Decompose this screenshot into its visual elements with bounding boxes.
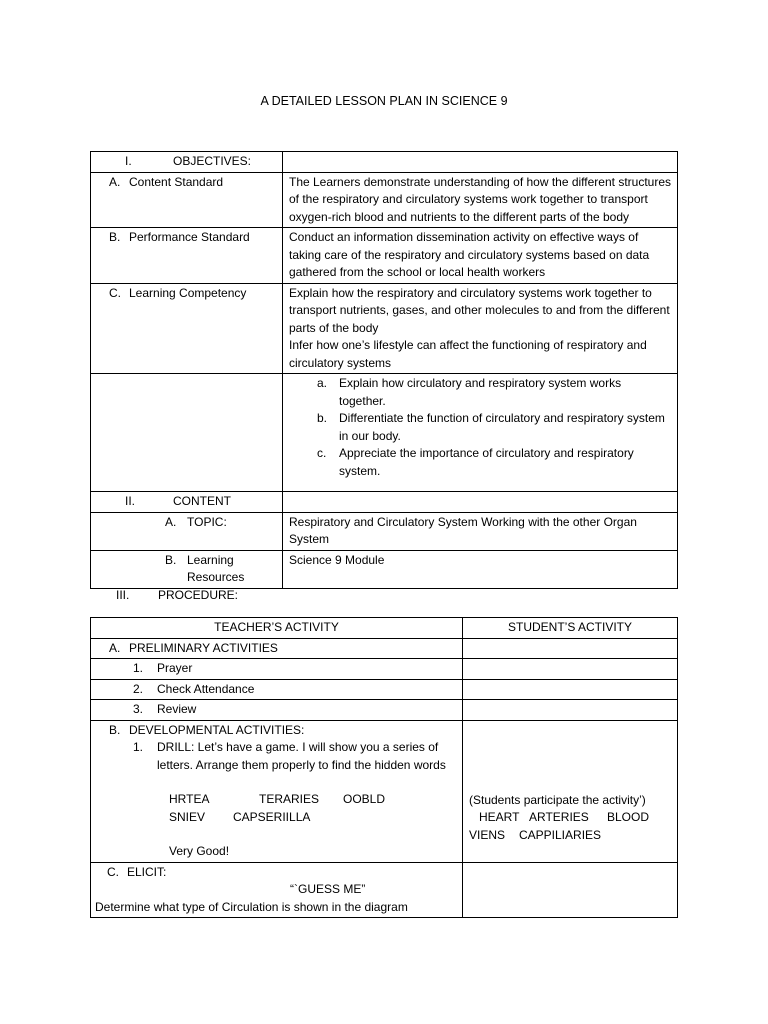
specific-objectives-list [289,375,671,480]
item-number: 3. [133,702,144,716]
student-column-header: STUDENT’S ACTIVITY [463,618,678,639]
item-number: 1. [133,740,144,754]
table-row [91,720,678,862]
section-label: PROCEDURE: [158,588,239,602]
procedure-heading [116,588,238,602]
elicit-instruction: Determine what type of Circulation is shown in the diagram [95,899,408,914]
row-label: TOPIC: [187,514,227,529]
answers-row [469,827,671,845]
empty-cell [463,638,678,659]
empty-cell [283,152,678,173]
item-text: Check Attendance [157,681,255,696]
list-text: Appreciate the importance of circulatory and respiratory system. [339,446,634,478]
row-label: Learning Competency [129,285,247,300]
section-numeral: I. [125,154,132,168]
table-row [91,618,678,639]
resources-text: Science 9 Module [283,550,678,588]
row-label: Learning Resources [187,552,245,584]
answer-word: BLOOD [607,810,650,824]
item-number: 2. [133,681,144,696]
empty-cell [283,492,678,513]
row-letter: C. [109,285,121,300]
row-letter: C. [107,864,119,879]
learning-competency-cell [283,283,678,374]
row-label: PRELIMINARY ACTIVITIES [129,640,278,655]
table-row [91,700,678,721]
drill-text: DRILL: Let’s have a game. I will show you a series of letters. Arrange them properly to find the hidden words [157,740,446,772]
prelim-item [91,679,463,700]
preliminary-header [91,638,463,659]
list-index: b. [317,411,328,425]
table-row [91,638,678,659]
table-row [91,679,678,700]
scrambled-word: SNIEV [169,809,206,824]
section-numeral: III. [116,588,130,602]
specific-objectives-cell [283,374,678,492]
row-letter: B. [109,230,121,244]
table-row [91,172,678,228]
developmental-cell [91,720,463,862]
content-header-cell [91,492,283,513]
table-row [91,492,678,513]
elicit-cell [91,862,463,918]
scrambled-word: TERARIES [259,792,320,806]
answer-word: HEART [479,810,520,824]
praise-text: Very Good! [169,844,230,858]
section-label: CONTENT [173,494,231,508]
empty-cell [463,862,678,918]
row-letter: B. [165,552,177,567]
table-row [91,512,678,550]
row-label-cell [91,550,283,588]
game-title: “`GUESS ME” [290,882,366,896]
scrambled-word: CAPSERIILLA [233,809,311,824]
scrambled-words-row [97,809,456,827]
procedure-table [90,617,678,918]
row-letter: B. [109,722,121,737]
list-index: c. [317,446,327,460]
performance-standard-text: Conduct an information dissemination activity on effective ways of taking care of the respiratory and circulatory systems based on data gathered from the school or local health workers [283,228,678,284]
row-label: Performance Standard [129,230,250,244]
empty-cell [91,374,283,492]
row-label-cell [91,172,283,228]
table-row [91,228,678,284]
row-letter: A. [165,514,177,529]
row-letter: A. [109,640,121,655]
objectives-header-cell [91,152,283,173]
item-text: Review [157,702,197,716]
row-letter: A. [109,174,121,189]
table-row [91,659,678,680]
answer-word: VIENS [469,827,506,842]
empty-cell [463,700,678,721]
student-response-cell [463,720,678,862]
scrambled-word: HRTEA [169,792,210,806]
table-row [91,374,678,492]
row-label-cell [91,512,283,550]
section-numeral: II. [125,494,136,508]
row-label-cell [91,228,283,284]
student-note: (Students participate the activity’) [469,792,646,807]
list-index: a. [317,376,328,390]
row-label: Content Standard [129,174,224,189]
item-number: 1. [133,661,144,675]
list-text: Explain how circulatory and respiratory system works together. [339,376,622,408]
objectives-content-table [90,151,678,589]
list-text: Differentiate the function of circulatory and respiratory system in our body. [339,411,665,443]
list-item [289,375,671,410]
row-label-cell [91,283,283,374]
empty-cell [463,679,678,700]
list-item [289,445,671,480]
answer-word: CAPPILIARIES [519,827,602,842]
empty-cell [463,659,678,680]
list-item [289,410,671,445]
competency-text-2: Infer how one’s lifestyle can affect the functioning of respiratory and circulatory systems [289,338,647,370]
scrambled-words-row [97,791,456,809]
row-label: DEVELOPMENTAL ACTIVITIES: [129,722,305,737]
section-label: OBJECTIVES: [173,154,252,168]
table-row [91,152,678,173]
table-row [91,550,678,588]
row-label: ELICIT: [127,864,167,879]
prelim-item [91,700,463,721]
item-text: Prayer [157,661,193,675]
scrambled-word: OOBLD [343,792,386,806]
topic-text: Respiratory and Circulatory System Working with the other Organ System [283,512,678,550]
page-title: A DETAILED LESSON PLAN IN SCIENCE 9 [260,94,508,108]
teacher-column-header: TEACHER’S ACTIVITY [91,618,463,639]
content-standard-text: The Learners demonstrate understanding of how the different structures of the respiratory and circulatory systems work together to transport oxygen-rich blood and nutrients to the different parts of the body [283,172,678,228]
table-row [91,283,678,374]
competency-text-1: Explain how the respiratory and circulatory systems work together to transport nutrients, gases, and other molecules to and from the different parts of the body [289,285,670,335]
answer-word: ARTERIES [529,810,589,824]
answers-row [469,809,671,827]
prelim-item [91,659,463,680]
table-row [91,862,678,918]
